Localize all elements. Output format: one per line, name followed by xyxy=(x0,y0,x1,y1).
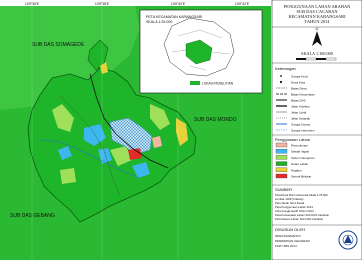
legend-panel xyxy=(272,0,362,260)
landuse-label: Kebun Campuran xyxy=(291,155,315,160)
sources-header: SUMBER xyxy=(275,187,293,192)
top-grid-strip xyxy=(0,0,271,6)
label-sub-das-somagede: SUB DAS SOMAGEDE xyxy=(32,42,85,48)
source-line: Peta Satuan Lahan Sub DAS Cacaban xyxy=(275,217,324,221)
landuse-legend-item xyxy=(276,155,315,160)
scale-bar xyxy=(296,58,336,60)
author-name: IMAM RAHMANTO xyxy=(275,234,301,238)
landuse-header: Penggunaan Lahan xyxy=(275,137,310,142)
svg-text:Sungai Kecil: Sungai Kecil xyxy=(291,74,308,79)
svg-text:Jalan Lokal: Jalan Lokal xyxy=(291,110,307,115)
university-logo xyxy=(339,231,357,249)
landuse-legend-item xyxy=(276,162,309,167)
source-line: Citra Google Earth Tahun 2014 xyxy=(275,209,314,213)
author-program: PENDIDIKAN GEOGRAFI xyxy=(275,239,311,243)
author-nim: FKIP UMS 2014 xyxy=(275,244,297,248)
svg-text:Sungai Utama: Sungai Utama xyxy=(291,122,311,127)
source-line: Peta Tanah Semi Detail xyxy=(275,201,305,205)
source-line: Peta Rupa Bumi Indonesia Skala 1:25.000 xyxy=(275,193,328,197)
landuse-legend-item xyxy=(276,143,308,148)
inset-legend-label: LOKASI PENELITIAN xyxy=(202,81,234,86)
landuse-label: Hutan Lahan xyxy=(291,162,309,167)
landuse-swatch xyxy=(276,174,287,178)
landuse-label: Semak Belukar xyxy=(291,174,312,179)
title-line-1: PENGGUNAAN LAHAN ARAHAN xyxy=(283,4,351,9)
title-line-3: KECAMATAN KARANGSARI xyxy=(288,14,346,19)
lon-tick: 109°40'E xyxy=(170,2,186,6)
title-line-2: SUB DAS CACABAN xyxy=(296,9,338,14)
svg-text:Desa Kota: Desa Kota xyxy=(291,80,306,85)
landuse-swatch xyxy=(276,168,287,172)
source-line: Peta Penggunaan Lahan 2014 xyxy=(275,205,313,209)
svg-text:Batas Desa: Batas Desa xyxy=(291,86,307,91)
landuse-label: Permukiman xyxy=(291,143,308,148)
landuse-swatch xyxy=(276,162,287,166)
title-line-4: TAHUN 2014 xyxy=(304,19,330,24)
author-header: DISUSUN OLEH xyxy=(275,227,306,232)
landuse-kebun-campuran xyxy=(60,168,76,184)
label-sub-das-gebang: SUB DAS GEBANG xyxy=(10,213,55,219)
source-line: Lembar 1408 (Cilacap) xyxy=(275,197,304,201)
svg-text:Sungai Intermiten: Sungai Intermiten xyxy=(291,128,315,133)
landuse-swatch xyxy=(276,143,287,147)
landuse-swatch xyxy=(276,149,287,153)
landuse-label: Sawah Irigasi xyxy=(291,149,310,154)
landuse-legend-item xyxy=(276,149,309,154)
svg-text:Jalan Setapak: Jalan Setapak xyxy=(291,116,311,121)
north-arrow-label: U xyxy=(315,26,319,31)
landuse-legend-item xyxy=(276,174,311,179)
lon-tick: 109°36'E xyxy=(24,2,40,6)
lon-tick: 109°42'E xyxy=(234,2,250,6)
inset-scale: SKALA 1:25.000 xyxy=(146,20,173,24)
svg-text:Batas Kecamatan: Batas Kecamatan xyxy=(291,92,315,97)
landuse-label: Tegalan xyxy=(291,168,302,173)
legend-header: Keterangan xyxy=(275,66,296,71)
svg-text:Batas DAS: Batas DAS xyxy=(291,98,306,103)
label-sub-das-mondo: SUB DAS MONDO xyxy=(194,117,237,123)
inset-legend-swatch xyxy=(190,81,200,85)
scale-text: SKALA 1:100.000 xyxy=(301,51,333,56)
svg-text:Jalan Kolektor: Jalan Kolektor xyxy=(291,104,311,109)
source-line: Peta Kesesuaian Lahan Sub DAS Cacaban xyxy=(275,213,329,217)
inset-map xyxy=(140,10,262,93)
inset-title: PETA KECAMATAN KARANGSARI xyxy=(146,15,203,19)
landuse-swatch xyxy=(276,155,287,159)
lon-tick: 109°38'E xyxy=(94,2,110,6)
